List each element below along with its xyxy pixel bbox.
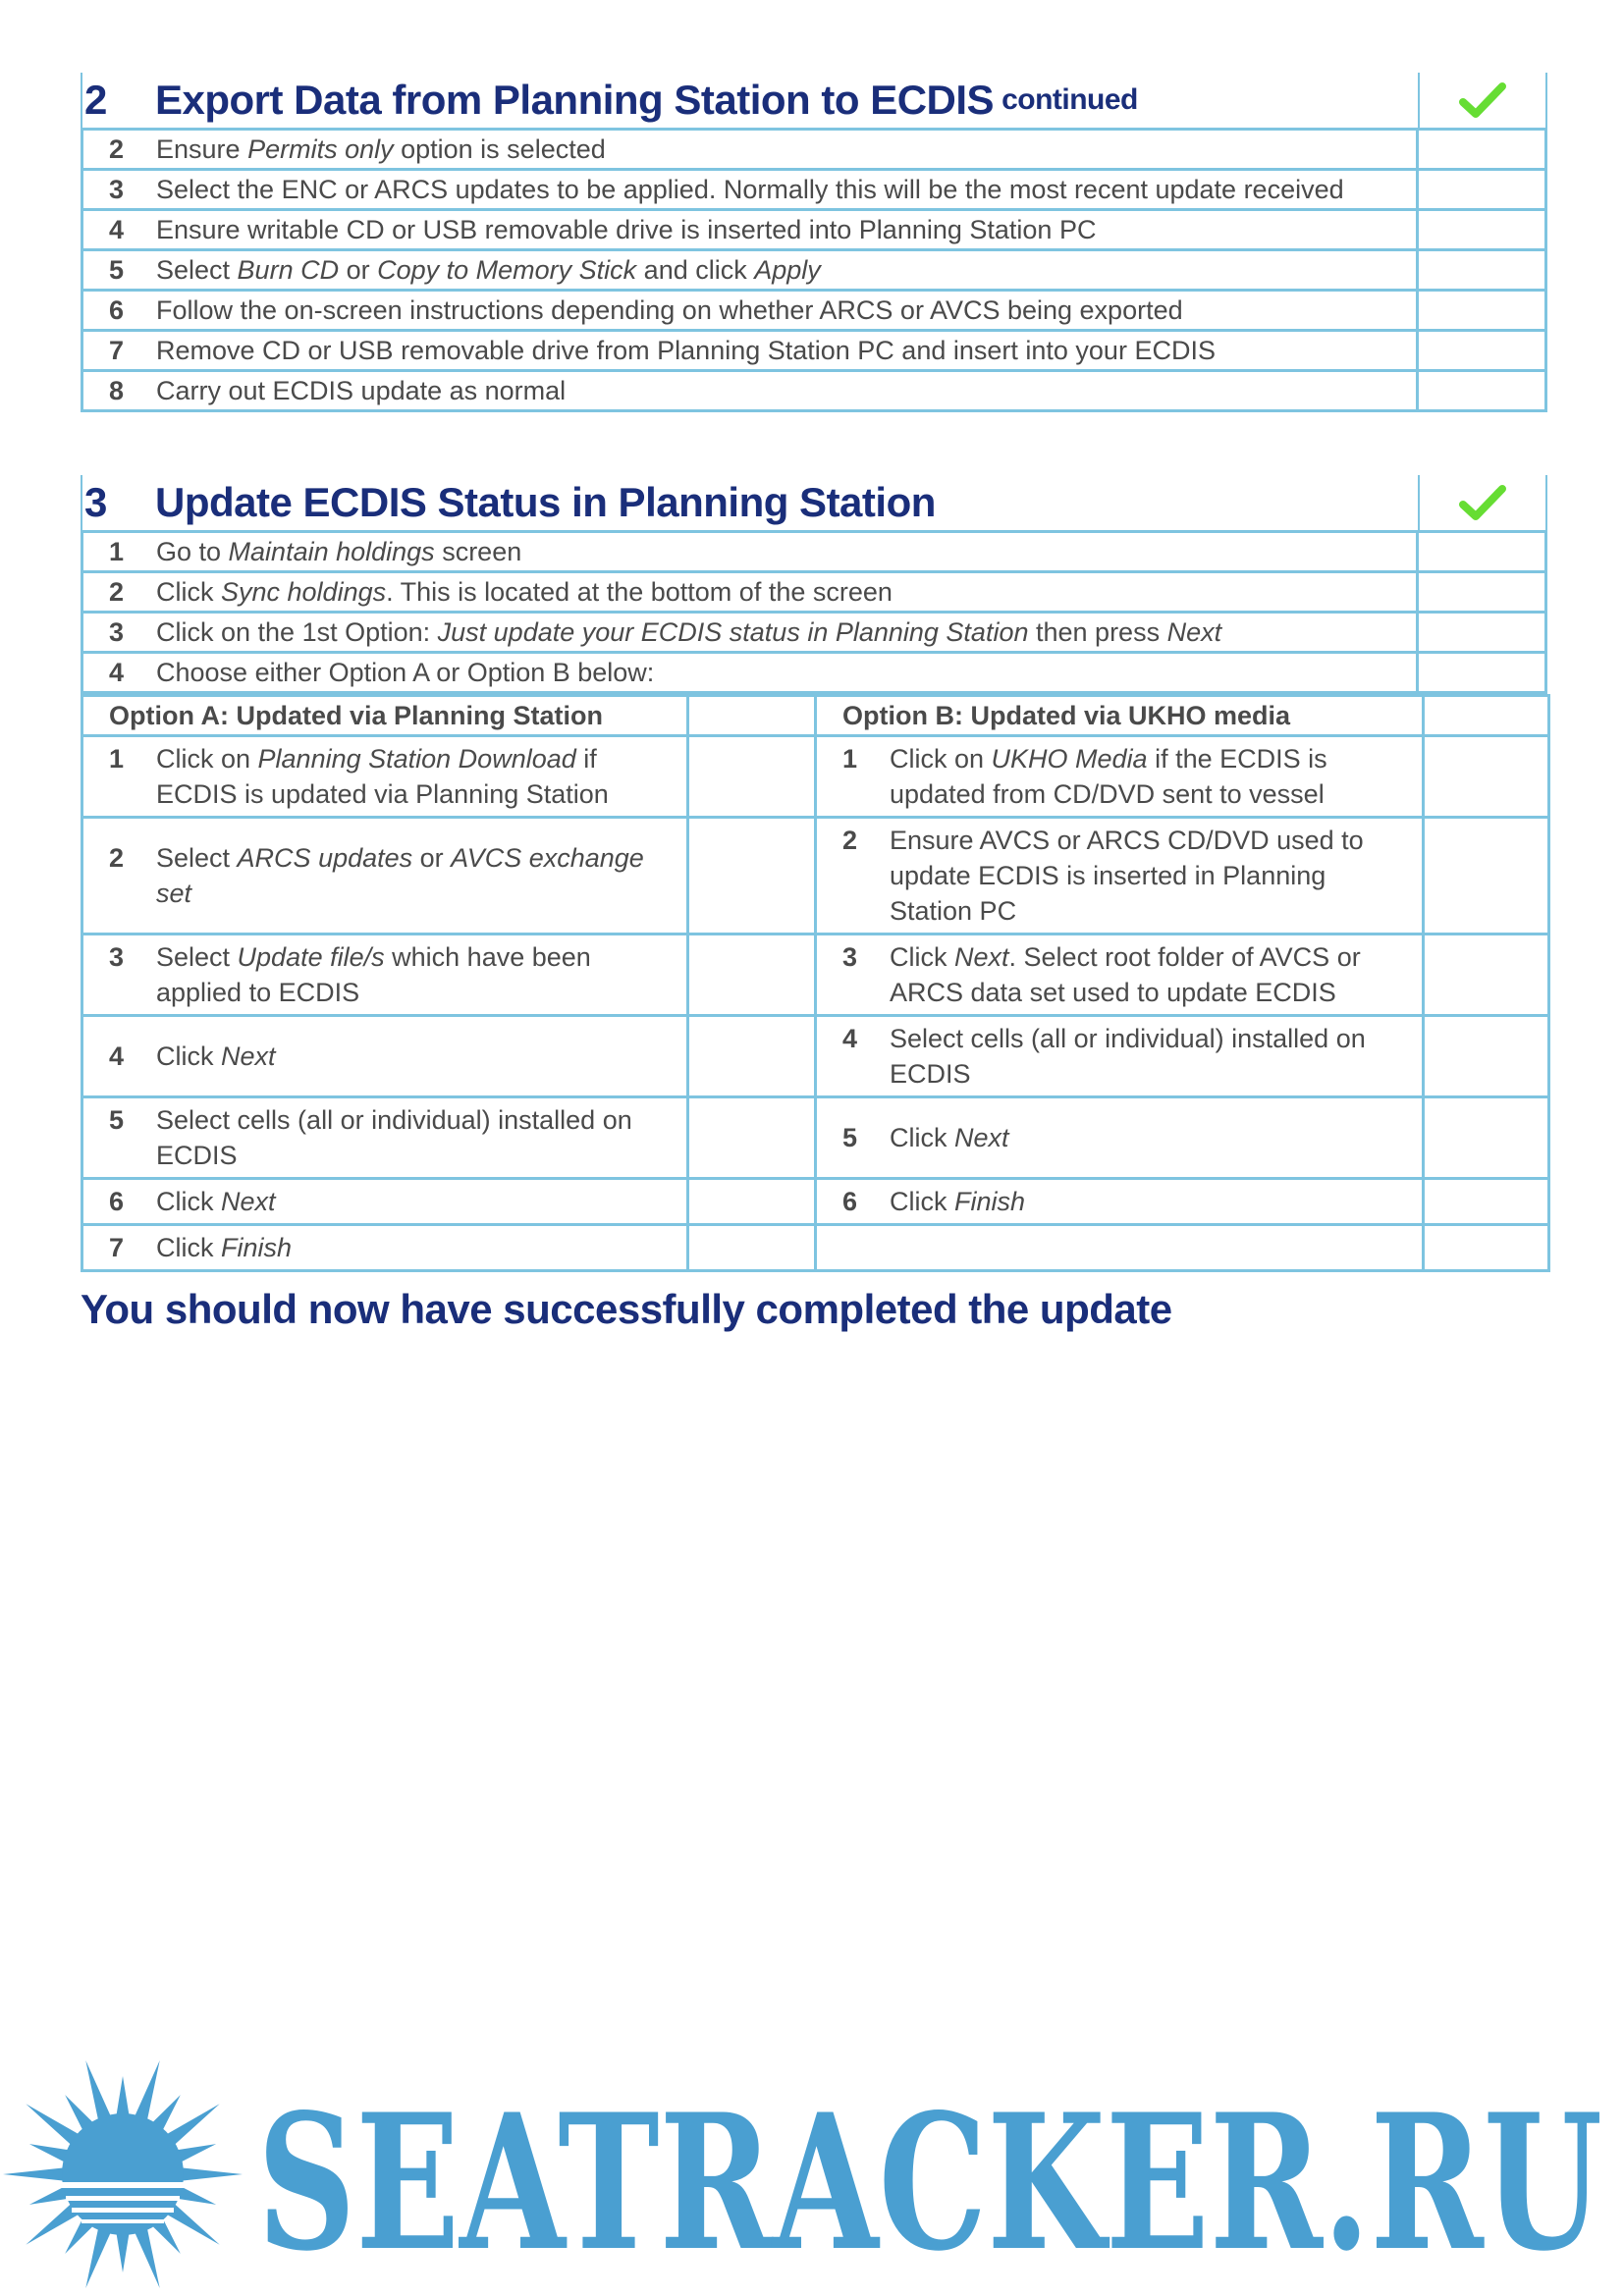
section-3-title-text: Update ECDIS Status in Planning Station — [155, 479, 936, 525]
options-row — [82, 818, 1549, 934]
section-3-title — [82, 475, 936, 530]
step-cell — [82, 572, 1418, 613]
step-text: Ensure AVCS or ARCS CD/DVD used to update ECDIS is inserted in Planning Station PC — [890, 826, 1364, 926]
check-cell[interactable] — [1418, 532, 1546, 572]
step-text: Click — [890, 942, 954, 972]
step-text: Click — [890, 1123, 954, 1152]
step-text: then press — [1028, 616, 1167, 647]
step-text: Choose either Option A or Option B below: — [156, 657, 655, 687]
step-text: Click — [156, 1233, 221, 1262]
option-a-check-cell[interactable] — [688, 1097, 816, 1179]
check-cell[interactable] — [1418, 170, 1546, 210]
emphasis-text: Just update your ECDIS status in Planning Station — [437, 616, 1029, 647]
section-2-table — [81, 128, 1547, 412]
step-text: Select — [156, 843, 238, 873]
step-number: 3 — [109, 942, 125, 972]
option-a-step — [82, 818, 688, 934]
section-2-check-cell — [1418, 73, 1545, 128]
emphasis-text: ARCS updates — [237, 843, 413, 873]
options-row — [82, 1225, 1549, 1271]
step-text: . This is located at the bottom of the screen — [386, 576, 893, 607]
option-a-check-cell[interactable] — [688, 1179, 816, 1225]
step-text-block — [156, 939, 667, 1010]
step-text: if the ECDIS is updated from CD/DVD sent to vessel — [890, 744, 1327, 809]
option-a-check-cell[interactable] — [688, 818, 816, 934]
section-3-number: 3 — [84, 479, 107, 525]
emphasis-text: Copy to Memory Stick — [377, 254, 637, 285]
section-3-table — [81, 530, 1547, 694]
step-number: 5 — [109, 1105, 125, 1135]
step-number: 6 — [109, 294, 125, 325]
option-b-step — [816, 1016, 1424, 1097]
emphasis-text: Planning Station Download — [257, 744, 576, 774]
step-cell — [82, 210, 1418, 250]
step-text: Click — [156, 576, 221, 607]
emphasis-text: Next — [1166, 616, 1222, 647]
section-2-header — [81, 73, 1547, 128]
step-text: Click — [890, 1187, 954, 1216]
option-a-step — [82, 1225, 688, 1271]
step-text-block — [156, 1230, 667, 1265]
option-b-check-cell[interactable] — [1424, 1179, 1549, 1225]
step-number: 7 — [109, 1233, 125, 1262]
option-b-step — [816, 1097, 1424, 1179]
step-number: 4 — [109, 657, 125, 687]
step-row — [82, 572, 1546, 613]
step-number: 5 — [842, 1123, 858, 1152]
step-text-block — [890, 939, 1402, 1010]
step-row — [82, 653, 1546, 693]
step-number: 7 — [109, 335, 125, 365]
option-a-check-cell[interactable] — [688, 696, 816, 736]
step-cell — [82, 130, 1418, 170]
options-row — [82, 1016, 1549, 1097]
check-cell[interactable] — [1418, 572, 1546, 613]
step-number: 4 — [109, 214, 125, 244]
section-3-check-cell — [1418, 475, 1545, 530]
checkmark-icon — [1459, 80, 1506, 120]
step-text: Select — [156, 942, 238, 972]
step-number: 2 — [109, 133, 125, 164]
step-text-block — [890, 823, 1402, 929]
option-a-check-cell[interactable] — [688, 1016, 816, 1097]
section-2-title-text: Export Data from Planning Station to ECDIS — [155, 77, 995, 123]
option-a-check-cell[interactable] — [688, 736, 816, 818]
step-row — [82, 210, 1546, 250]
step-number: 8 — [109, 375, 125, 405]
step-text: Click — [156, 1187, 221, 1216]
step-cell — [82, 331, 1418, 371]
option-b-heading: Option B: Updated via UKHO media — [816, 696, 1424, 736]
emphasis-text: Apply — [754, 254, 821, 285]
option-b-step — [816, 1225, 1424, 1271]
step-number: 3 — [109, 174, 125, 204]
step-text: or — [412, 843, 452, 873]
check-cell[interactable] — [1418, 613, 1546, 653]
step-row — [82, 170, 1546, 210]
option-a-check-cell[interactable] — [688, 1225, 816, 1271]
emphasis-text: Update file/s — [237, 942, 385, 972]
emphasis-text: Burn CD — [237, 254, 340, 285]
emphasis-text: AVCS exchange set — [156, 843, 644, 908]
step-cell — [82, 371, 1418, 411]
option-b-step — [816, 736, 1424, 818]
step-text: and click — [636, 254, 755, 285]
option-a-step — [82, 1016, 688, 1097]
emphasis-text: Next — [221, 1041, 276, 1071]
option-a-step — [82, 934, 688, 1016]
step-number: 4 — [842, 1024, 858, 1053]
step-number: 1 — [842, 744, 858, 774]
option-b-check-cell[interactable] — [1424, 1097, 1549, 1179]
emphasis-text: Next — [221, 1187, 276, 1216]
option-a-step — [82, 1097, 688, 1179]
option-a-step — [82, 736, 688, 818]
option-b-check-cell[interactable] — [1424, 736, 1549, 818]
step-number: 2 — [109, 576, 125, 607]
section-2 — [81, 73, 1547, 412]
step-text-block — [890, 1021, 1402, 1092]
step-text: Click on the 1st Option: — [156, 616, 438, 647]
step-text-block — [156, 1039, 667, 1074]
step-row — [82, 371, 1546, 411]
emphasis-text: Permits only — [247, 133, 394, 164]
step-text-block — [156, 741, 667, 812]
step-text-block — [890, 1120, 1402, 1155]
option-a-heading: Option A: Updated via Planning Station — [82, 696, 688, 736]
emphasis-text: Sync holdings — [221, 576, 387, 607]
step-text-block — [156, 1184, 667, 1219]
options-row — [82, 736, 1549, 818]
check-cell[interactable] — [1418, 250, 1546, 291]
step-number: 6 — [842, 1187, 858, 1216]
step-text: Go to — [156, 536, 229, 566]
option-b-check-cell[interactable] — [1424, 818, 1549, 934]
options-header-row — [82, 696, 1549, 736]
step-text: Select the ENC or ARCS updates to be applied. Normally this will be the most recent update received — [156, 174, 1344, 204]
step-row — [82, 130, 1546, 170]
option-b-check-cell — [1424, 1225, 1549, 1271]
check-cell[interactable] — [1418, 653, 1546, 693]
emphasis-text: Finish — [221, 1233, 293, 1262]
step-row — [82, 613, 1546, 653]
section-3-header — [81, 475, 1547, 530]
step-number: 1 — [109, 536, 125, 566]
step-text: option is selected — [393, 133, 606, 164]
check-cell[interactable] — [1418, 210, 1546, 250]
step-text: Click on — [156, 744, 258, 774]
step-number: 5 — [109, 254, 125, 285]
step-text: screen — [434, 536, 522, 566]
step-text: Click — [156, 1041, 221, 1071]
emphasis-text: Next — [954, 1123, 1009, 1152]
options-row — [82, 1097, 1549, 1179]
step-text: Click on — [890, 744, 992, 774]
step-text: Ensure writable CD or USB removable drive is inserted into Planning Station PC — [156, 214, 1097, 244]
step-cell — [82, 170, 1418, 210]
step-text: Select cells (all or individual) installed on ECDIS — [890, 1024, 1366, 1089]
check-cell[interactable] — [1418, 331, 1546, 371]
option-b-check-cell[interactable] — [1424, 934, 1549, 1016]
option-b-check-cell[interactable] — [1424, 696, 1549, 736]
option-b-step — [816, 1179, 1424, 1225]
step-row — [82, 250, 1546, 291]
step-text: or — [339, 254, 378, 285]
emphasis-text: Maintain holdings — [228, 536, 435, 566]
step-text: Select cells (all or individual) installed on ECDIS — [156, 1105, 632, 1170]
step-cell — [82, 250, 1418, 291]
step-text-block — [156, 1102, 667, 1173]
sun-icon — [3, 2060, 243, 2288]
option-b-check-cell[interactable] — [1424, 1016, 1549, 1097]
step-number: 6 — [109, 1187, 125, 1216]
option-b-step — [816, 934, 1424, 1016]
step-text: Ensure — [156, 133, 248, 164]
step-text-block — [890, 741, 1402, 812]
step-number: 2 — [842, 826, 858, 855]
option-a-check-cell[interactable] — [688, 934, 816, 1016]
watermark-text: SEATRACKER.RU — [257, 2073, 1602, 2292]
emphasis-text: Next — [954, 942, 1009, 972]
step-text-block — [890, 1184, 1402, 1219]
options-row — [82, 934, 1549, 1016]
step-row — [82, 532, 1546, 572]
step-number: 3 — [842, 942, 858, 972]
step-text: which have been applied to ECDIS — [156, 942, 591, 1007]
check-cell[interactable] — [1418, 371, 1546, 411]
step-cell — [82, 653, 1418, 693]
step-cell — [82, 291, 1418, 331]
step-number: 1 — [109, 744, 125, 774]
step-text: . Select root folder of AVCS or ARCS data set used to update ECDIS — [890, 942, 1361, 1007]
checkmark-icon — [1459, 483, 1506, 522]
section-3 — [81, 475, 1547, 1272]
step-number: 2 — [109, 843, 125, 873]
emphasis-text: Finish — [954, 1187, 1026, 1216]
options-table — [81, 694, 1550, 1272]
emphasis-text: UKHO Media — [991, 744, 1148, 774]
step-row — [82, 291, 1546, 331]
check-cell[interactable] — [1418, 291, 1546, 331]
step-number: 3 — [109, 616, 125, 647]
section-2-number: 2 — [84, 77, 107, 123]
option-a-step — [82, 1179, 688, 1225]
options-row — [82, 1179, 1549, 1225]
step-text-block — [156, 840, 667, 911]
section-2-title-suffix: continued — [1001, 83, 1138, 116]
step-text: Select — [156, 254, 238, 285]
completion-message: You should now have successfully completed the update — [81, 1286, 1172, 1332]
check-cell[interactable] — [1418, 130, 1546, 170]
step-cell — [82, 613, 1418, 653]
step-text: Carry out ECDIS update as normal — [156, 375, 567, 405]
seatracker-watermark — [0, 2052, 1624, 2296]
step-row — [82, 331, 1546, 371]
step-cell — [82, 532, 1418, 572]
step-text: Follow the on-screen instructions depending on whether ARCS or AVCS being exported — [156, 294, 1183, 325]
option-b-step — [816, 818, 1424, 934]
step-text: Remove CD or USB removable drive from Planning Station PC and insert into your ECDIS — [156, 335, 1216, 365]
step-text: if ECDIS is updated via Planning Station — [156, 744, 609, 809]
section-2-title — [82, 73, 1138, 128]
step-number: 4 — [109, 1041, 125, 1071]
